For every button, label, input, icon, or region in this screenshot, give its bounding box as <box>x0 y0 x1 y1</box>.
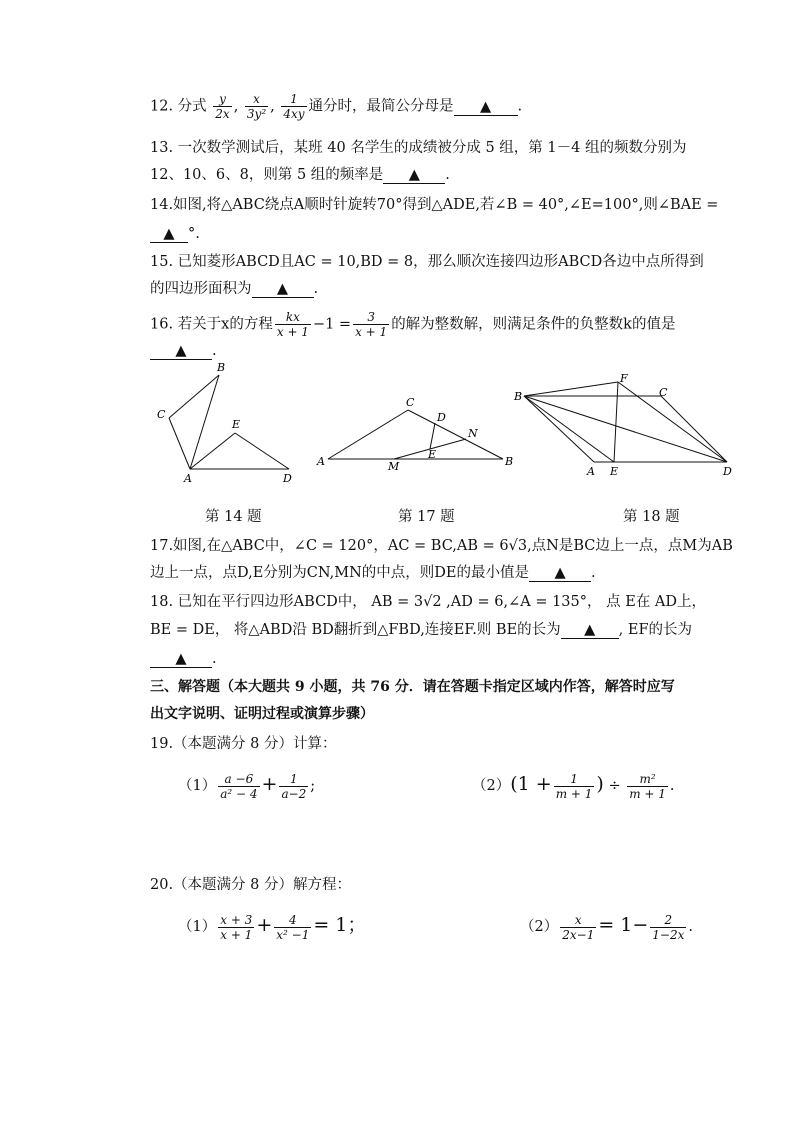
q12-fraction-3: $\frac{1}{4xy}$ <box>283 92 305 121</box>
fig17-label-b: B <box>505 455 514 468</box>
fig18-label-e: E <box>610 465 619 478</box>
q20-p1-fraction-2: $\frac{4}{\text{x² −1}}$ <box>276 912 310 942</box>
q19-p1-plus: + <box>261 773 278 795</box>
question-16 <box>150 310 675 339</box>
q13-text: 12、10、6、8，则第 5 组的频率是 <box>150 167 384 183</box>
fig14-label-d: D <box>283 472 292 485</box>
fig18-caption: 第 18 题 <box>623 509 680 525</box>
fig17-label-m: M <box>388 460 400 473</box>
q14-line-1: 14.如图,将△ABC绕点A顺时针旋转70°得到△ADE,若∠B = 40°,∠E=100°,则∠BAE = <box>150 197 719 213</box>
q17-line-1: 17.如图,在△ABC中，∠C = 120°，AC = BC,AB = 6√3,点N是BC边上一点，点M为AB <box>150 538 733 554</box>
q18-answer-blank-2[interactable]: ▲ <box>150 651 212 668</box>
q17-answer-blank[interactable]: ▲ <box>529 565 591 582</box>
fig17-label-a: A <box>317 455 325 468</box>
q19-p2-fraction-1: $\frac{1}{m + 1}$ <box>555 771 593 801</box>
q17-line-2 <box>150 563 596 583</box>
q20-p2-fraction-1: $\frac{x}{2x-1}$ <box>562 912 595 942</box>
fig14-label-e: E <box>232 418 241 431</box>
fig14-segment-cb <box>169 375 219 418</box>
q18-line-3 <box>150 649 217 669</box>
fig18-label-c: C <box>659 386 668 399</box>
fig17-segment-de <box>430 423 435 449</box>
q18-answer-blank-1[interactable]: ▲ <box>561 622 619 639</box>
fig18-segment-be <box>524 396 614 462</box>
fig18-segment-cd <box>661 396 727 462</box>
fig17-segment-ac <box>328 410 408 459</box>
q19-title: 19.（本题满分 8 分）计算： <box>150 736 337 752</box>
q16-line-2 <box>150 341 217 361</box>
q20-part-2 <box>520 907 693 945</box>
q18-text-b: , EF的长为 <box>618 622 693 638</box>
q19-p2-close: ) <box>596 773 604 795</box>
q19-p2-fraction-2: $\frac{\text{m²}}{m + 1}$ <box>629 771 666 801</box>
q12-end: . <box>517 98 523 115</box>
q15-line-1: 15. 已知菱形ABCD且AC = 10,BD = 8，那么顺次连接四边形ABCD各边中点所得到 <box>150 254 704 270</box>
q19-part-1 <box>178 766 315 804</box>
q20-p1-label: （1） <box>178 919 217 935</box>
q15-line-2 <box>150 279 318 299</box>
q12-text-a: 分式 <box>177 98 207 115</box>
q16-end: . <box>212 343 217 359</box>
q15-text: 的四边形面积为 <box>150 281 252 297</box>
fig14-label-b: B <box>217 361 226 374</box>
q19-p2-open: (1 + <box>510 773 552 795</box>
q18-line-2 <box>150 620 692 640</box>
q19-p1-label: （1） <box>178 778 217 794</box>
q15-answer-blank[interactable]: ▲ <box>252 281 314 298</box>
q20-p2-label: （2） <box>520 919 559 935</box>
q13-line-2 <box>150 165 450 185</box>
q16-answer-blank[interactable]: ▲ <box>150 343 212 360</box>
q16-text-a: 16. 若关于x的方程 <box>150 316 273 333</box>
figure-17 <box>314 395 519 475</box>
fig14-caption: 第 14 题 <box>205 509 262 525</box>
q12-text-b: 通分时，最简公分母是 <box>308 98 454 115</box>
q20-p2-mid: = 1− <box>598 914 649 936</box>
fig18-segment-bf <box>524 382 618 396</box>
fig14-segment-ae <box>190 433 235 469</box>
fig14-segment-ab <box>190 375 219 469</box>
q13-end: . <box>445 167 450 183</box>
q20-p1-plus: + <box>256 914 273 936</box>
fig17-label-n: N <box>468 427 478 440</box>
q20-title: 20.（本题满分 8 分）解方程： <box>150 877 352 893</box>
fig14-label-a: A <box>184 472 192 485</box>
q14-end: °. <box>188 226 200 242</box>
q18-line-1: 18. 已知在平行四边形ABCD中， AB = 3√2 ,AD = 6,∠A = 135°， 点 E在 AD上， <box>150 594 707 610</box>
fig18-label-a: A <box>587 465 595 478</box>
q19-p1-fraction-1: $\frac{a -6}{\text{a² − 4}}$ <box>220 771 258 801</box>
q20-p1-fraction-1: $\frac{x + 3}{x + 1}$ <box>220 912 253 942</box>
fig18-segment-ba <box>524 396 594 462</box>
q16-fraction-1: $\frac{kx}{x + 1}$ <box>276 310 309 339</box>
q14-line-2 <box>150 224 200 244</box>
section-3-heading-line-1: 三、解答题（本大题共 9 小题，共 76 分．请在答题卡指定区域内作答，解答时应写 <box>150 679 675 695</box>
q14-answer-blank[interactable]: ▲ <box>150 226 188 243</box>
fig17-label-c: C <box>406 396 415 409</box>
q19-p1-fraction-2: $\frac{1}{a-2}$ <box>281 771 307 801</box>
q20-p2-end: . <box>688 919 693 935</box>
q20-part-1 <box>178 907 366 945</box>
figure-14 <box>150 360 310 490</box>
q12-answer-blank[interactable]: ▲ <box>454 99 518 116</box>
q15-end: . <box>313 281 319 297</box>
fig18-label-b: B <box>514 390 523 403</box>
q19-p2-divide: ÷ <box>608 778 621 794</box>
fig18-segment-bd <box>524 396 727 462</box>
q13-answer-blank[interactable]: ▲ <box>383 167 445 184</box>
q19-p2-label: （2） <box>472 778 511 794</box>
fig14-label-c: C <box>157 408 166 421</box>
fig14-segment-ac <box>169 418 190 469</box>
q19-p2-end: . <box>669 778 675 794</box>
fig17-caption: 第 17 题 <box>398 509 455 525</box>
fig17-label-e: E <box>428 448 437 461</box>
q19-part-2 <box>472 766 675 804</box>
section-3-heading-line-2: 出文字说明、证明过程或演算步骤） <box>150 706 374 722</box>
q12-fraction-1: $\frac{y}{2x}$ <box>215 92 230 121</box>
q19-p1-end: ; <box>310 778 316 794</box>
figure-18 <box>510 370 740 485</box>
fig18-segment-ef <box>614 382 618 462</box>
q20-p1-end: = 1； <box>313 914 367 936</box>
question-12: 12. 分式 $\frac{y}{2x}$ , $\frac{x}{\text{3y²}}$ , $\frac{1}{4xy}$ 通分时，最简公分母是 ▲ . <box>150 92 523 121</box>
fig18-label-d: D <box>723 465 732 478</box>
q18-end: . <box>212 651 217 667</box>
q12-number: 12. <box>150 98 174 115</box>
q17-end: . <box>591 565 596 581</box>
q17-text: 边上一点，点D,E分别为CN,MN的中点，则DE的最小值是 <box>150 565 530 581</box>
q13-line-1: 13. 一次数学测试后，某班 40 名学生的成绩被分成 5 组，第 1－4 组的频数分别为 <box>150 140 687 156</box>
fig18-label-f: F <box>620 372 628 385</box>
fig18-segment-fd <box>618 382 727 462</box>
q16-text-c: 的解为整数解，则满足条件的负整数k的值是 <box>391 316 676 333</box>
q12-fraction-2: $\frac{x}{\text{3y²}}$ <box>246 92 267 121</box>
q20-p2-fraction-2: $\frac{2}{1-2x}$ <box>652 912 685 942</box>
q16-text-b: −1 = <box>312 316 352 333</box>
fig14-segment-ed <box>235 433 289 469</box>
q16-fraction-2: $\frac{3}{x + 1}$ <box>355 310 388 339</box>
fig17-label-d: D <box>437 411 446 424</box>
q18-text-a: BE = DE， 将△ABD沿 BD翻折到△FBD,连接EF.则 BE的长为 <box>150 622 561 638</box>
